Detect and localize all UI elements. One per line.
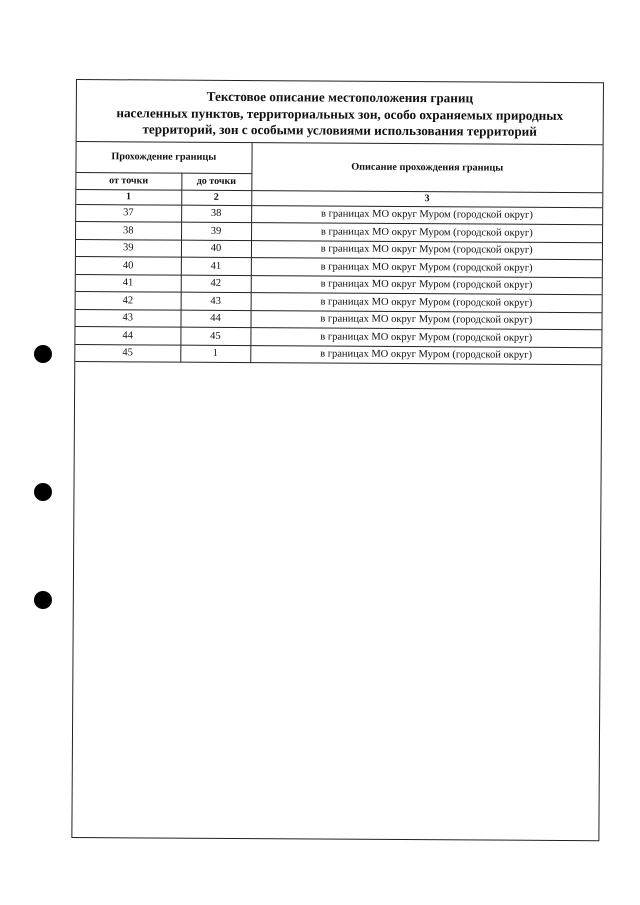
description-cell: в границах МО округ Муром (городской округ) xyxy=(250,345,601,365)
from-point-cell: 38 xyxy=(76,222,181,240)
to-point-cell: 1 xyxy=(180,345,250,363)
to-point-cell: 45 xyxy=(180,327,250,345)
from-point-cell: 42 xyxy=(76,292,181,310)
description-cell: в границах МО округ Муром (городской округ) xyxy=(251,293,602,313)
header-to-point: до точки xyxy=(181,173,251,190)
description-cell: в границах МО округ Муром (городской округ) xyxy=(251,240,602,260)
punch-hole xyxy=(34,483,52,501)
to-point-cell: 40 xyxy=(181,240,251,258)
table-row xyxy=(75,344,601,365)
from-point-cell: 40 xyxy=(76,257,181,275)
to-point-cell: 41 xyxy=(181,257,251,275)
to-point-cell: 39 xyxy=(181,222,251,240)
header-description: Описание прохождения границы xyxy=(251,143,602,193)
to-point-cell: 43 xyxy=(181,292,251,310)
column-number: 3 xyxy=(251,190,602,207)
description-cell: в границах МО округ Муром (городской округ) xyxy=(251,310,602,330)
document-title: Текстовое описание местоположения границ населенных пунктов, территориальных зон, особо охраняемых природных территорий, зон с особыми условиями использования территорий xyxy=(77,80,603,145)
document-frame xyxy=(71,79,604,841)
from-point-cell: 37 xyxy=(76,204,181,222)
description-cell: в границах МО округ Муром (городской округ) xyxy=(250,328,601,348)
column-number: 1 xyxy=(76,189,181,205)
description-cell: в границах МО округ Муром (городской округ) xyxy=(251,205,602,225)
header-boundary-passage: Прохождение границы xyxy=(76,142,251,174)
header-from-point: от точки xyxy=(76,172,181,190)
description-cell: в границах МО округ Муром (городской округ) xyxy=(251,275,602,295)
from-point-cell: 45 xyxy=(75,344,180,362)
from-point-cell: 44 xyxy=(75,327,180,345)
from-point-cell: 41 xyxy=(76,274,181,292)
boundary-table xyxy=(75,142,602,366)
to-point-cell: 42 xyxy=(181,275,251,293)
from-point-cell: 39 xyxy=(76,239,181,257)
column-number: 2 xyxy=(181,190,251,205)
punch-hole xyxy=(34,345,52,363)
to-point-cell: 44 xyxy=(180,310,250,328)
punch-hole xyxy=(34,591,52,609)
description-cell: в границах МО округ Муром (городской округ) xyxy=(251,258,602,278)
from-point-cell: 43 xyxy=(75,309,180,327)
description-cell: в границах МО округ Муром (городской округ) xyxy=(251,223,602,243)
to-point-cell: 38 xyxy=(181,205,251,223)
